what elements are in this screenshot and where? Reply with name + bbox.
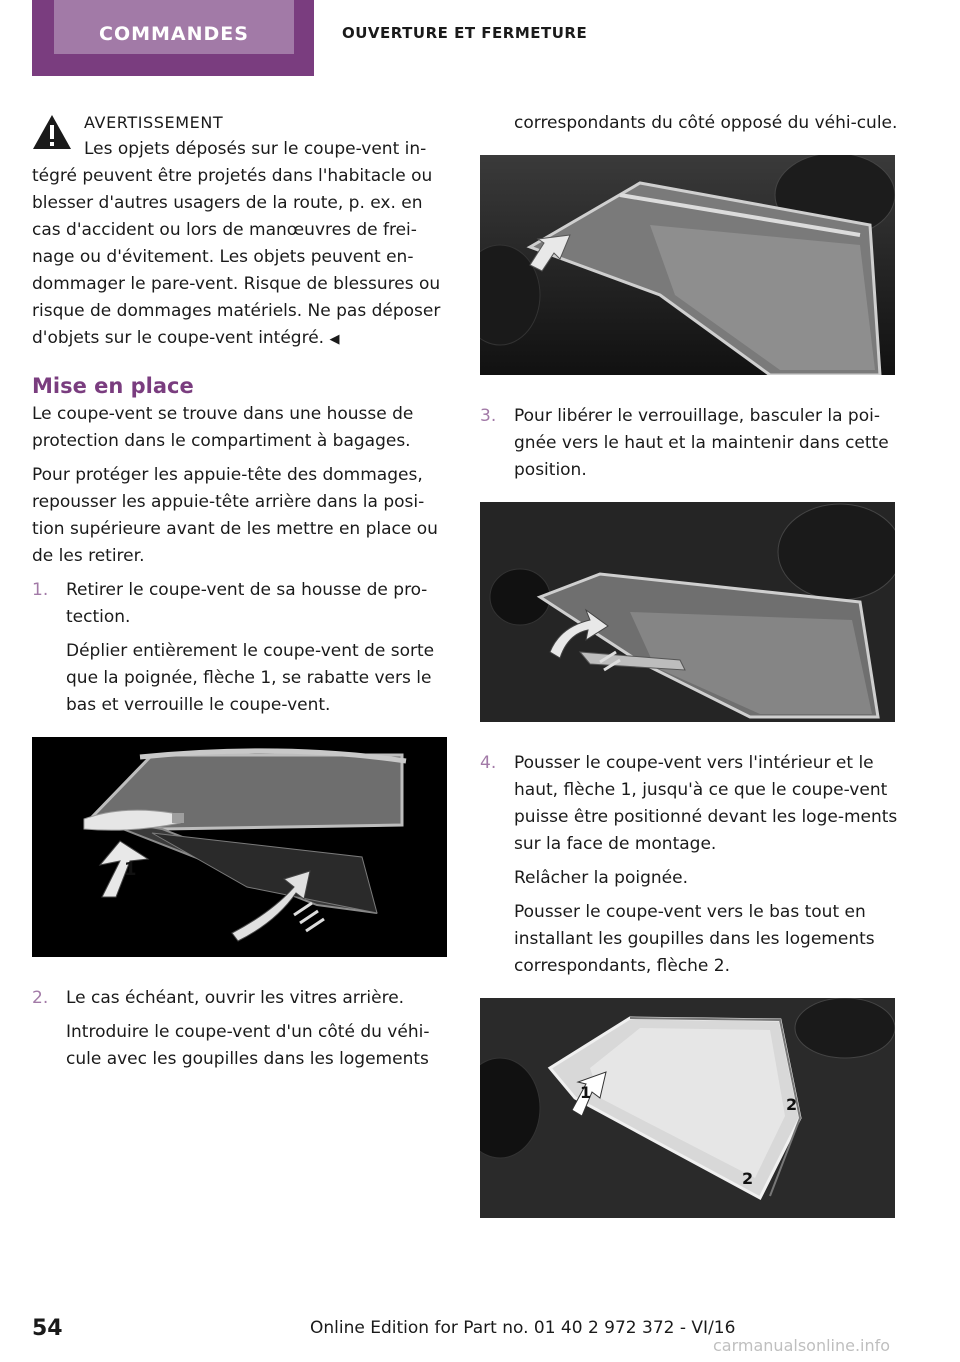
warning-title: AVERTISSEMENT xyxy=(84,113,224,132)
figure-unfold-windscreen xyxy=(32,737,447,957)
end-mark-icon: ◀ xyxy=(329,332,340,347)
watermark: carmanualsonline.info xyxy=(713,1336,891,1355)
figure-label: 2 xyxy=(786,1095,798,1114)
figure-label: 1 xyxy=(580,1083,592,1102)
figure-position-windscreen xyxy=(480,998,895,1218)
step-number: 1. xyxy=(32,580,49,600)
step-2-continued xyxy=(480,110,900,137)
figure-label: 2 xyxy=(742,1169,754,1188)
step-text: Pousser le coupe-vent vers le bas tout en installant les goupilles dans les logements correspondants, flèche 2. xyxy=(514,902,875,976)
left-column xyxy=(32,110,450,1080)
warning-text-rest: tégré peuvent être projetés dans l'habitacle ou blesser d'autres usagers de la route, p. ex. en cas d'accident ou lors de manœuvres de frei‐nage ou d'évitement. Les objets peuvent en‐dommager le pare-vent. Risque de blessures ou risque de dommages matériels. Ne pas déposer d'objets sur le coupe-vent intégré. xyxy=(32,166,441,348)
step-text: Le cas échéant, ouvrir les vitres arrière. xyxy=(66,988,405,1008)
chapter-label: COMMANDES xyxy=(54,0,294,54)
step-text: Relâcher la poignée. xyxy=(514,868,688,888)
step-text: Pousser le coupe-vent vers l'intérieur et le haut, flèche 1, jusqu'à ce que le coupe-vent puisse être positionné devant les loge‐ments sur la face de montage. xyxy=(514,753,898,854)
step-text: correspondants du côté opposé du véhi‐cule. xyxy=(514,113,898,133)
warning-block xyxy=(32,110,450,353)
step-4 xyxy=(480,750,900,980)
section-paragraph-2: Pour protéger les appuie-tête des dommages, repousser les appuie-tête arrière dans la posi‐tion supérieure avant de les mettre en place ou de les retirer. xyxy=(32,465,438,566)
step-text: Introduire le coupe-vent d'un côté du véhi‐cule avec les goupilles dans les logements xyxy=(66,1022,430,1069)
figure-release-lock xyxy=(480,502,895,722)
figure-insert-one-side xyxy=(480,155,895,375)
edition-footer: Online Edition for Part no. 01 40 2 972 372 - VI/16 xyxy=(310,1318,736,1338)
section-title-header: OUVERTURE ET FERMETURE xyxy=(342,24,588,42)
step-number: 3. xyxy=(480,406,497,426)
right-column xyxy=(480,110,900,1246)
step-number: 2. xyxy=(32,988,49,1008)
step-3 xyxy=(480,403,900,484)
step-1 xyxy=(32,577,450,719)
chapter-tab[interactable] xyxy=(32,0,314,76)
section-heading: Mise en place xyxy=(32,374,194,398)
step-text: Déplier entièrement le coupe-vent de sorte que la poignée, flèche 1, se rabatte vers le bas et verrouille le coupe-vent. xyxy=(66,641,435,715)
section-paragraph-1: Le coupe-vent se trouve dans une housse de protection dans le compartiment à bagages. xyxy=(32,404,414,451)
step-2 xyxy=(32,985,450,1073)
step-number: 4. xyxy=(480,753,497,773)
figure-label: 1 xyxy=(124,859,137,880)
warning-icon xyxy=(32,114,72,150)
page-number: 54 xyxy=(32,1316,63,1341)
step-text: Pour libérer le verrouillage, basculer la poi‐gnée vers le haut et la maintenir dans cette position. xyxy=(514,406,889,480)
step-text: Retirer le coupe-vent de sa housse de pro‐tection. xyxy=(66,580,428,627)
warning-text-first: Les opjets déposés sur le coupe-vent in‐ xyxy=(84,139,427,159)
